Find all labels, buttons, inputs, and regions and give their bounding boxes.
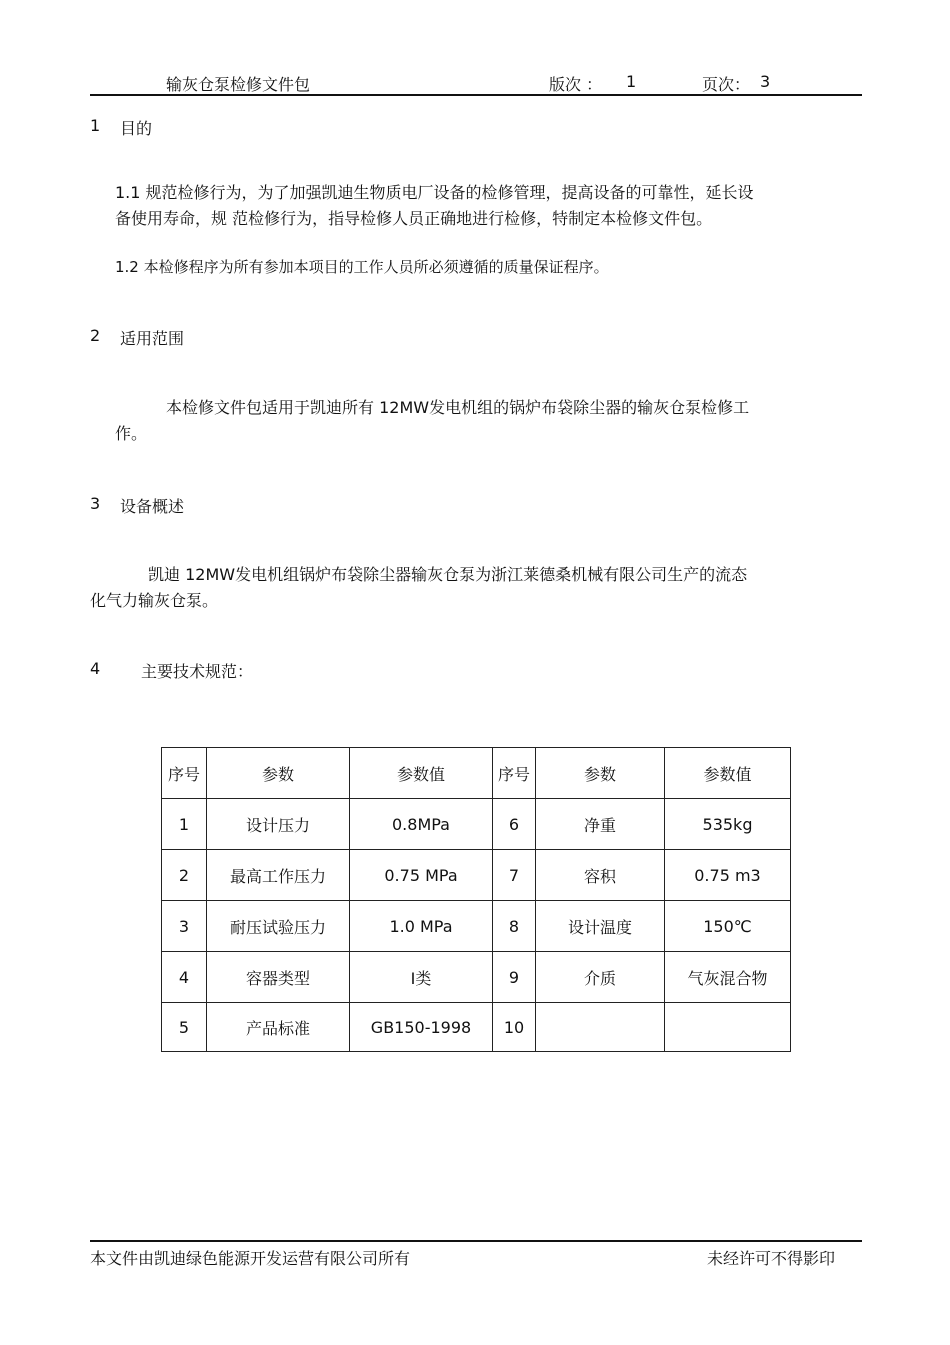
header-cell-param-1: 参数	[207, 748, 350, 799]
table-cell: 0.8MPa	[350, 799, 493, 850]
page-value: 3	[760, 72, 771, 91]
table-cell: 耐压试验压力	[207, 901, 350, 952]
table-cell: 6	[493, 799, 536, 850]
header-cell-param-2: 参数	[536, 748, 665, 799]
table-cell: 气灰混合物	[665, 952, 791, 1003]
technical-spec-table	[161, 747, 791, 1052]
paragraph-3-line-1: 凯迪 12MW发电机组锅炉布袋除尘器输灰仓泵为浙江莱德桑机械有限公司生产的流态	[148, 565, 748, 584]
section-1-title: 目的	[120, 119, 153, 138]
table-cell: 3	[162, 901, 207, 952]
footer-ownership: 本文件由凯迪绿色能源开发运营有限公司所有	[90, 1249, 411, 1268]
table-cell: 7	[493, 850, 536, 901]
table-cell: 150℃	[665, 901, 791, 952]
table-cell: 容器类型	[207, 952, 350, 1003]
page-label: 页次：	[702, 75, 751, 94]
table-cell	[536, 1003, 665, 1052]
table-cell: Ⅰ类	[350, 952, 493, 1003]
paragraph-1-2: 1.2 本检修程序为所有参加本项目的工作人员所必须遵循的质量保证程序。	[115, 258, 609, 276]
table-cell: 0.75 MPa	[350, 850, 493, 901]
section-3-title: 设备概述	[120, 497, 185, 516]
table-row	[162, 850, 791, 901]
footer-copy-notice: 未经许可不得影印	[707, 1249, 836, 1268]
table-cell: 设计温度	[536, 901, 665, 952]
document-title: 输灰仓泵检修文件包	[166, 75, 311, 94]
table-cell: 最高工作压力	[207, 850, 350, 901]
section-4-title: 主要技术规范：	[141, 662, 254, 681]
version-value: 1	[626, 72, 637, 91]
table-cell: 1.0 MPa	[350, 901, 493, 952]
section-1-number: 1	[90, 116, 101, 135]
table-cell: 容积	[536, 850, 665, 901]
section-3-number: 3	[90, 494, 101, 513]
table-cell: 10	[493, 1003, 536, 1052]
table-header-row	[162, 748, 791, 799]
header-cell-value-1: 参数值	[350, 748, 493, 799]
paragraph-1-1-line-1: 1.1 规范检修行为，为了加强凯迪生物质电厂设备的检修管理，提高设备的可靠性，延长设	[115, 183, 754, 202]
table-cell	[665, 1003, 791, 1052]
table-cell: 535kg	[665, 799, 791, 850]
table-cell: 2	[162, 850, 207, 901]
header-rule	[90, 94, 862, 96]
table-cell: 4	[162, 952, 207, 1003]
table-cell: 1	[162, 799, 207, 850]
table-cell: 5	[162, 1003, 207, 1052]
section-2-number: 2	[90, 326, 101, 345]
paragraph-2-line-2: 作。	[115, 424, 148, 443]
header-cell-index-1: 序号	[162, 748, 207, 799]
version-label: 版次 ：	[549, 75, 603, 94]
table-cell: 0.75 m3	[665, 850, 791, 901]
header-cell-index-2: 序号	[493, 748, 536, 799]
table-row	[162, 901, 791, 952]
paragraph-3-line-2: 化气力输灰仓泵。	[90, 591, 219, 610]
paragraph-1-1-line-2: 备使用寿命，规 范检修行为，指导检修人员正确地进行检修，特制定本检修文件包。	[115, 209, 713, 228]
footer-rule	[90, 1240, 862, 1242]
section-2-title: 适用范围	[120, 329, 185, 348]
table-cell: 9	[493, 952, 536, 1003]
table-cell: 设计压力	[207, 799, 350, 850]
table-row	[162, 799, 791, 850]
table-cell: 8	[493, 901, 536, 952]
table-cell: GB150-1998	[350, 1003, 493, 1052]
table-cell: 净重	[536, 799, 665, 850]
table-cell: 介质	[536, 952, 665, 1003]
table-cell: 产品标准	[207, 1003, 350, 1052]
table-row	[162, 1003, 791, 1052]
header-cell-value-2: 参数值	[665, 748, 791, 799]
paragraph-2-line-1: 本检修文件包适用于凯迪所有 12MW发电机组的锅炉布袋除尘器的输灰仓泵检修工	[166, 398, 750, 417]
section-4-number: 4	[90, 659, 101, 678]
table-row	[162, 952, 791, 1003]
